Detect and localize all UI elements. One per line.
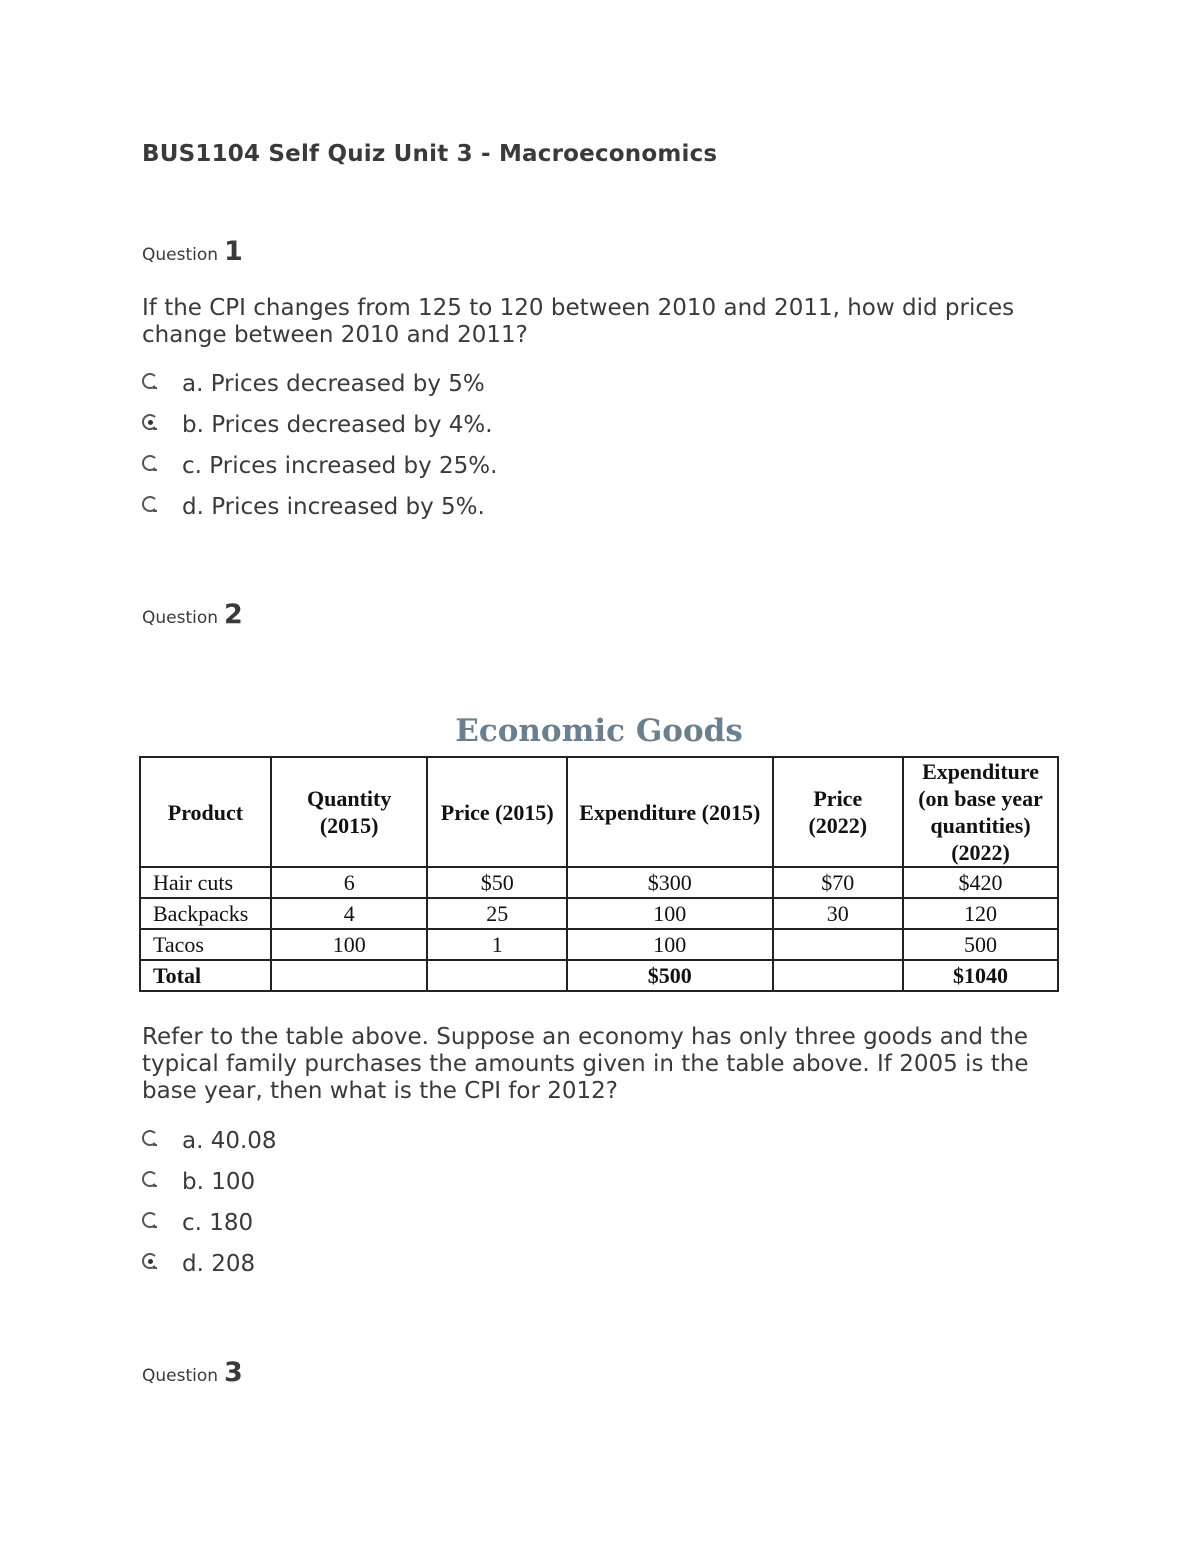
question-3-label [142, 1357, 243, 1388]
question-label-text: Question [142, 608, 219, 628]
table-cell: 120 [903, 898, 1058, 929]
table-cell: 500 [903, 929, 1058, 960]
question-2-label [142, 599, 243, 630]
table-cell: 100 [271, 929, 428, 960]
table-cell [773, 960, 904, 991]
question-number: 1 [224, 236, 243, 267]
table-cell: 1 [427, 929, 567, 960]
table-cell [427, 960, 567, 991]
table-total-row [140, 960, 1058, 991]
header-cell: Product [140, 757, 271, 867]
table-cell: 4 [271, 898, 428, 929]
question-label-text: Question [142, 1366, 219, 1386]
radio-mark [153, 1267, 157, 1269]
table-row [140, 929, 1058, 960]
table-cell: $500 [567, 960, 772, 991]
economic-goods-table [139, 756, 1059, 992]
table-row [140, 867, 1058, 898]
radio-mark [153, 510, 157, 512]
option-label: b. 100 [182, 1169, 256, 1195]
table-header-row [140, 757, 1058, 867]
header-cell: Expenditure (on base year quantities) (2022) [903, 757, 1058, 867]
radio-mark [153, 1144, 157, 1146]
option-label: a. Prices decreased by 5% [182, 371, 485, 397]
option-label: b. Prices decreased by 4%. [182, 412, 493, 438]
page-title: BUS1104 Self Quiz Unit 3 - Macroeconomics [142, 141, 718, 167]
table-cell: $50 [427, 867, 567, 898]
radio-mark [153, 1226, 157, 1228]
radio-mark [153, 469, 157, 471]
question-1-text: If the CPI changes from 125 to 120 between 2010 and 2011, how did prices change between 2010 and 2011? [142, 295, 1015, 348]
option-label: d. Prices increased by 5%. [182, 494, 485, 520]
table-cell: Hair cuts [140, 867, 271, 898]
radio-mark [153, 1185, 157, 1187]
table-cell: 6 [271, 867, 428, 898]
table-cell: $300 [567, 867, 772, 898]
option-label: d. 208 [182, 1251, 256, 1277]
table-cell: $420 [903, 867, 1058, 898]
table-cell: 30 [773, 898, 904, 929]
table-cell [271, 960, 428, 991]
table-cell: 100 [567, 929, 772, 960]
table-cell: $1040 [903, 960, 1058, 991]
option-label: c. Prices increased by 25%. [182, 453, 498, 479]
table-cell: 25 [427, 898, 567, 929]
option-label: a. 40.08 [182, 1128, 277, 1154]
table-cell: $70 [773, 867, 904, 898]
header-cell: Quantity (2015) [271, 757, 428, 867]
table-title: Economic Goods [455, 713, 743, 749]
question-label-text: Question [142, 245, 219, 265]
question-1-label [142, 236, 243, 267]
radio-mark [153, 387, 157, 389]
header-cell: Expenditure (2015) [567, 757, 772, 867]
table-row [140, 898, 1058, 929]
question-2-text: Refer to the table above. Suppose an economy has only three goods and the typical family purchases the amounts given in the table above. If 2005 is the base year, then what is the CPI for 2012? [142, 1024, 1029, 1104]
question-number: 2 [224, 599, 243, 630]
option-label: c. 180 [182, 1210, 254, 1236]
question-number: 3 [224, 1357, 243, 1388]
radio-mark [153, 428, 157, 430]
table-cell: Total [140, 960, 271, 991]
table-cell: 100 [567, 898, 772, 929]
table-cell: Backpacks [140, 898, 271, 929]
header-cell: Price (2022) [773, 757, 904, 867]
table-cell [773, 929, 904, 960]
header-cell: Price (2015) [427, 757, 567, 867]
table-cell: Tacos [140, 929, 271, 960]
